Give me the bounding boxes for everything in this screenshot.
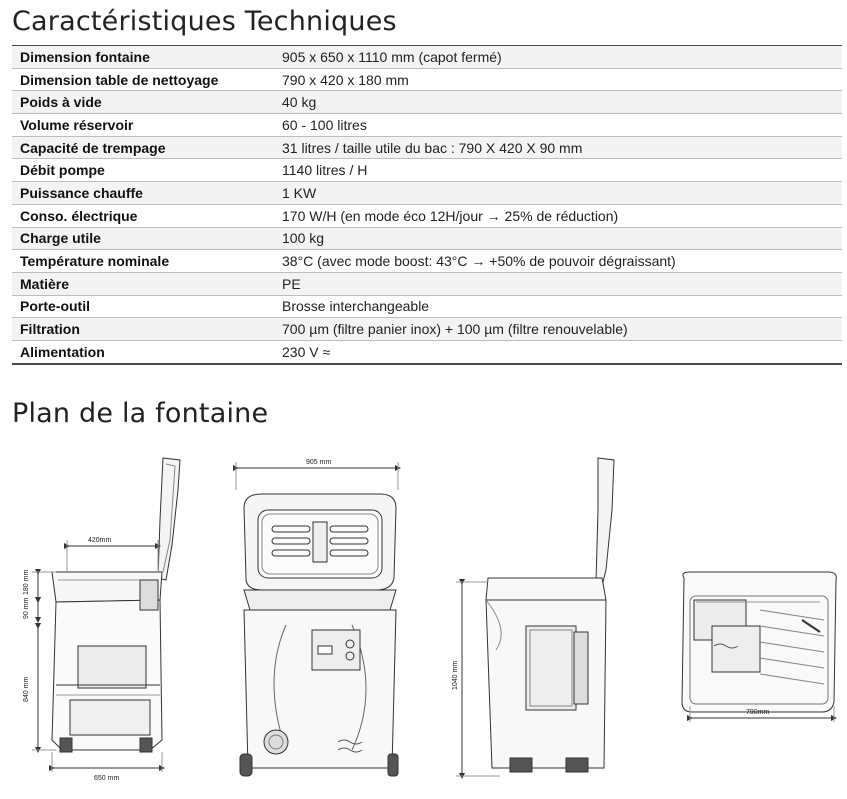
spec-row	[12, 159, 842, 182]
spec-value: PE	[275, 272, 842, 295]
fountain-plan-drawings	[0, 450, 847, 795]
spec-label: Dimension table de nettoyage	[12, 68, 275, 91]
top-view-drawing	[682, 572, 836, 722]
spec-value: 1 KW	[275, 182, 842, 205]
spec-value: 40 kg	[275, 91, 842, 114]
spec-row	[12, 136, 842, 159]
specs-table	[12, 45, 842, 365]
side-view-drawing	[32, 458, 180, 772]
dim-rear-height: 1040 mm	[452, 660, 459, 690]
spec-label: Puissance chauffe	[12, 182, 275, 205]
spec-value: 790 x 420 x 180 mm	[275, 68, 842, 91]
spec-label: Conso. électrique	[12, 204, 275, 227]
spec-row	[12, 46, 842, 69]
spec-label: Débit pompe	[12, 159, 275, 182]
front-view-drawing	[236, 462, 398, 776]
specs-section-title: Caractéristiques Techniques	[12, 6, 397, 37]
spec-label: Porte-outil	[12, 295, 275, 318]
spec-value: Brosse interchangeable	[275, 295, 842, 318]
spec-label: Matière	[12, 272, 275, 295]
spec-row	[12, 68, 842, 91]
spec-label: Poids à vide	[12, 91, 275, 114]
spec-row	[12, 91, 842, 114]
rear-view-drawing	[456, 458, 614, 776]
spec-label: Température nominale	[12, 250, 275, 273]
dim-bac-height: 90 mm	[23, 597, 30, 619]
dim-body-height: 840 mm	[23, 676, 30, 702]
spec-value: 700 µm (filtre panier inox) + 100 µm (filtre renouvelable)	[275, 318, 842, 341]
spec-label: Dimension fontaine	[12, 46, 275, 69]
spec-value: 31 litres / taille utile du bac : 790 X 420 X 90 mm	[275, 136, 842, 159]
spec-label: Alimentation	[12, 340, 275, 363]
spec-row	[12, 340, 842, 363]
spec-row	[12, 204, 842, 227]
dim-depth: 650 mm	[94, 775, 120, 782]
spec-row	[12, 272, 842, 295]
spec-row	[12, 318, 842, 341]
spec-value: 230 V ≈	[275, 340, 842, 363]
dim-table-height: 180 mm	[23, 569, 30, 595]
plan-section-title: Plan de la fontaine	[12, 398, 269, 429]
dim-table-width: 420mm	[88, 537, 112, 544]
spec-label: Volume réservoir	[12, 114, 275, 137]
spec-value: 60 - 100 litres	[275, 114, 842, 137]
spec-label: Filtration	[12, 318, 275, 341]
spec-row	[12, 182, 842, 205]
spec-row	[12, 295, 842, 318]
spec-row	[12, 250, 842, 273]
spec-value: 38°C (avec mode boost: 43°C → +50% de pouvoir dégraissant)	[275, 250, 842, 273]
spec-label: Capacité de trempage	[12, 136, 275, 159]
spec-row	[12, 114, 842, 137]
dim-top-width: 790mm	[746, 709, 770, 716]
spec-value: 100 kg	[275, 227, 842, 250]
spec-value: 170 W/H (en mode éco 12H/jour → 25% de réduction)	[275, 204, 842, 227]
spec-row	[12, 227, 842, 250]
spec-value: 1140 litres / H	[275, 159, 842, 182]
dim-front-width: 905 mm	[306, 459, 332, 466]
spec-value: 905 x 650 x 1110 mm (capot fermé)	[275, 46, 842, 69]
spec-label: Charge utile	[12, 227, 275, 250]
